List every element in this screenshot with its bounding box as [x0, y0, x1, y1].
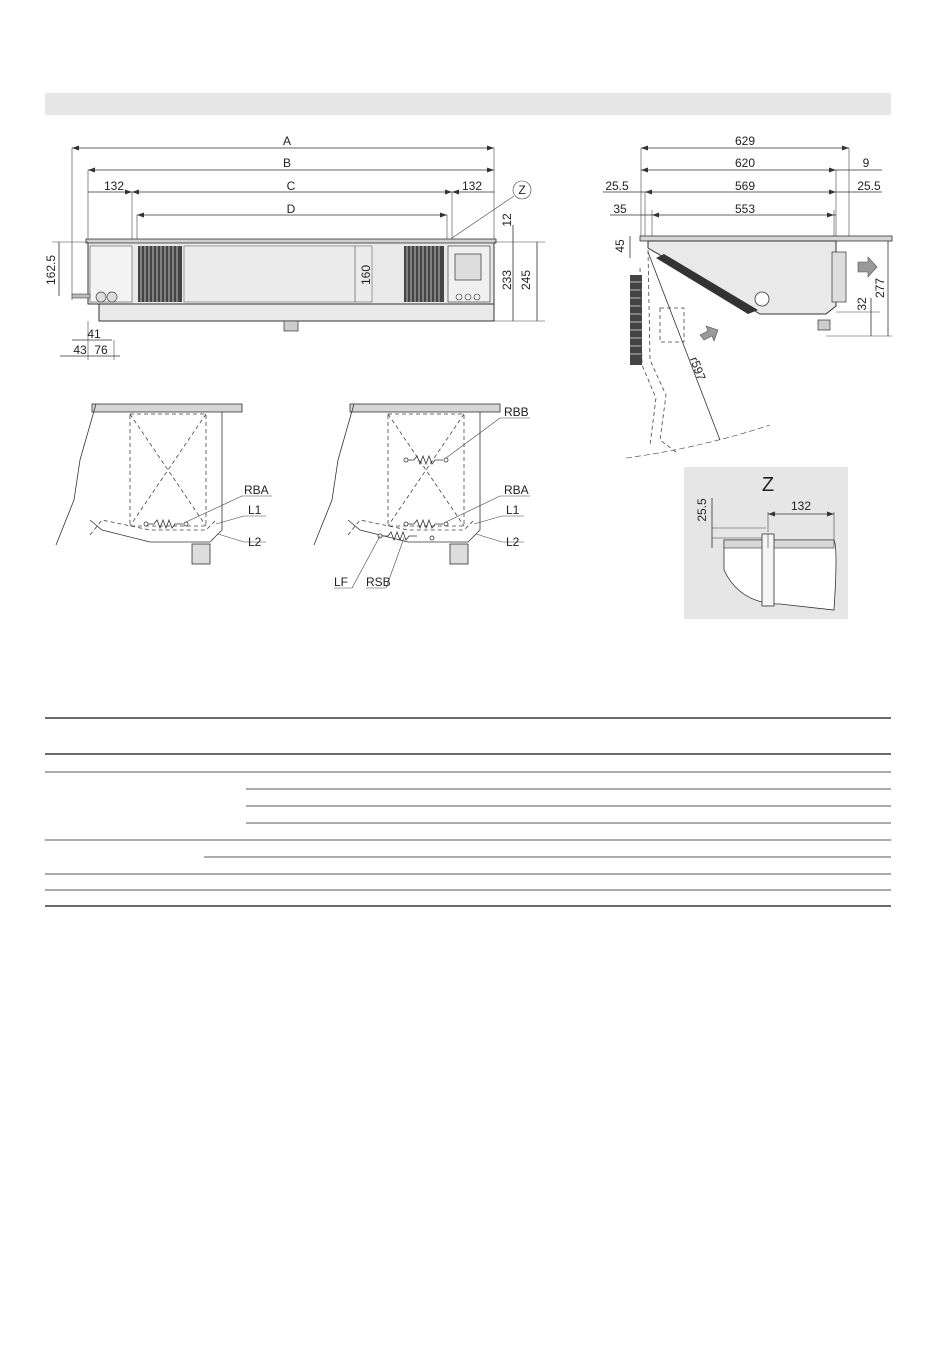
label-rba-right: RBA: [504, 483, 529, 497]
dim-radius: r597: [687, 354, 709, 383]
dim-bottom-41: 41: [87, 327, 101, 341]
dim-c: C: [286, 179, 296, 193]
dim-620: 620: [734, 156, 756, 170]
dim-top-gap: 12: [500, 213, 514, 227]
fan-grille-left: [138, 246, 182, 302]
label-l2-right: L2: [506, 535, 520, 549]
dim-b: B: [282, 156, 292, 170]
dim-c-left: 132: [103, 179, 125, 193]
airflow-in-arrow: [700, 326, 718, 341]
dim-32: 32: [855, 297, 869, 311]
dim-height-233: 233: [500, 269, 514, 291]
dim-offset-left: 25.5: [605, 179, 629, 193]
detail-z-title: Z: [761, 474, 775, 496]
front-view: [44, 134, 545, 360]
dim-a: A: [282, 134, 292, 148]
dim-bottom-76: 76: [94, 343, 108, 357]
section-left: [56, 404, 272, 564]
side-view: [603, 134, 892, 458]
dim-height-245: 245: [519, 269, 533, 291]
dim-277: 277: [873, 277, 887, 299]
label-rsb: RSB: [366, 575, 391, 589]
label-l1-left: L1: [248, 503, 262, 517]
label-rba-left: RBA: [244, 483, 269, 497]
dim-9: 9: [862, 156, 870, 170]
dim-45: 45: [613, 239, 627, 253]
label-lf: LF: [334, 575, 349, 589]
dim-left-height: 162.5: [44, 254, 58, 286]
dim-569: 569: [734, 179, 756, 193]
drip-tray: [99, 304, 494, 321]
lid-open-position: [630, 250, 684, 452]
dim-629: 629: [734, 134, 756, 148]
spec-table: [45, 718, 891, 906]
detail-z-width: 132: [790, 499, 812, 513]
dim-inner-height: 160: [359, 264, 373, 286]
drain-outlet: [284, 321, 298, 331]
detail-z-callout-label: Z: [518, 183, 526, 197]
label-rbb: RBB: [504, 405, 529, 419]
label-l1-right: L1: [506, 503, 520, 517]
dim-offset-right: 25.5: [857, 179, 881, 193]
label-l2-left: L2: [248, 535, 262, 549]
section-right: [314, 404, 530, 589]
airflow-out-arrow: [858, 257, 877, 277]
dim-c-right: 132: [461, 179, 483, 193]
dim-d: D: [286, 202, 296, 216]
fan-grille-right: [404, 246, 444, 302]
dim-35: 35: [613, 202, 627, 216]
detail-z: [684, 467, 848, 619]
dim-553: 553: [734, 202, 756, 216]
detail-z-height: 25.5: [695, 498, 709, 522]
dim-bottom-43: 43: [73, 343, 87, 357]
